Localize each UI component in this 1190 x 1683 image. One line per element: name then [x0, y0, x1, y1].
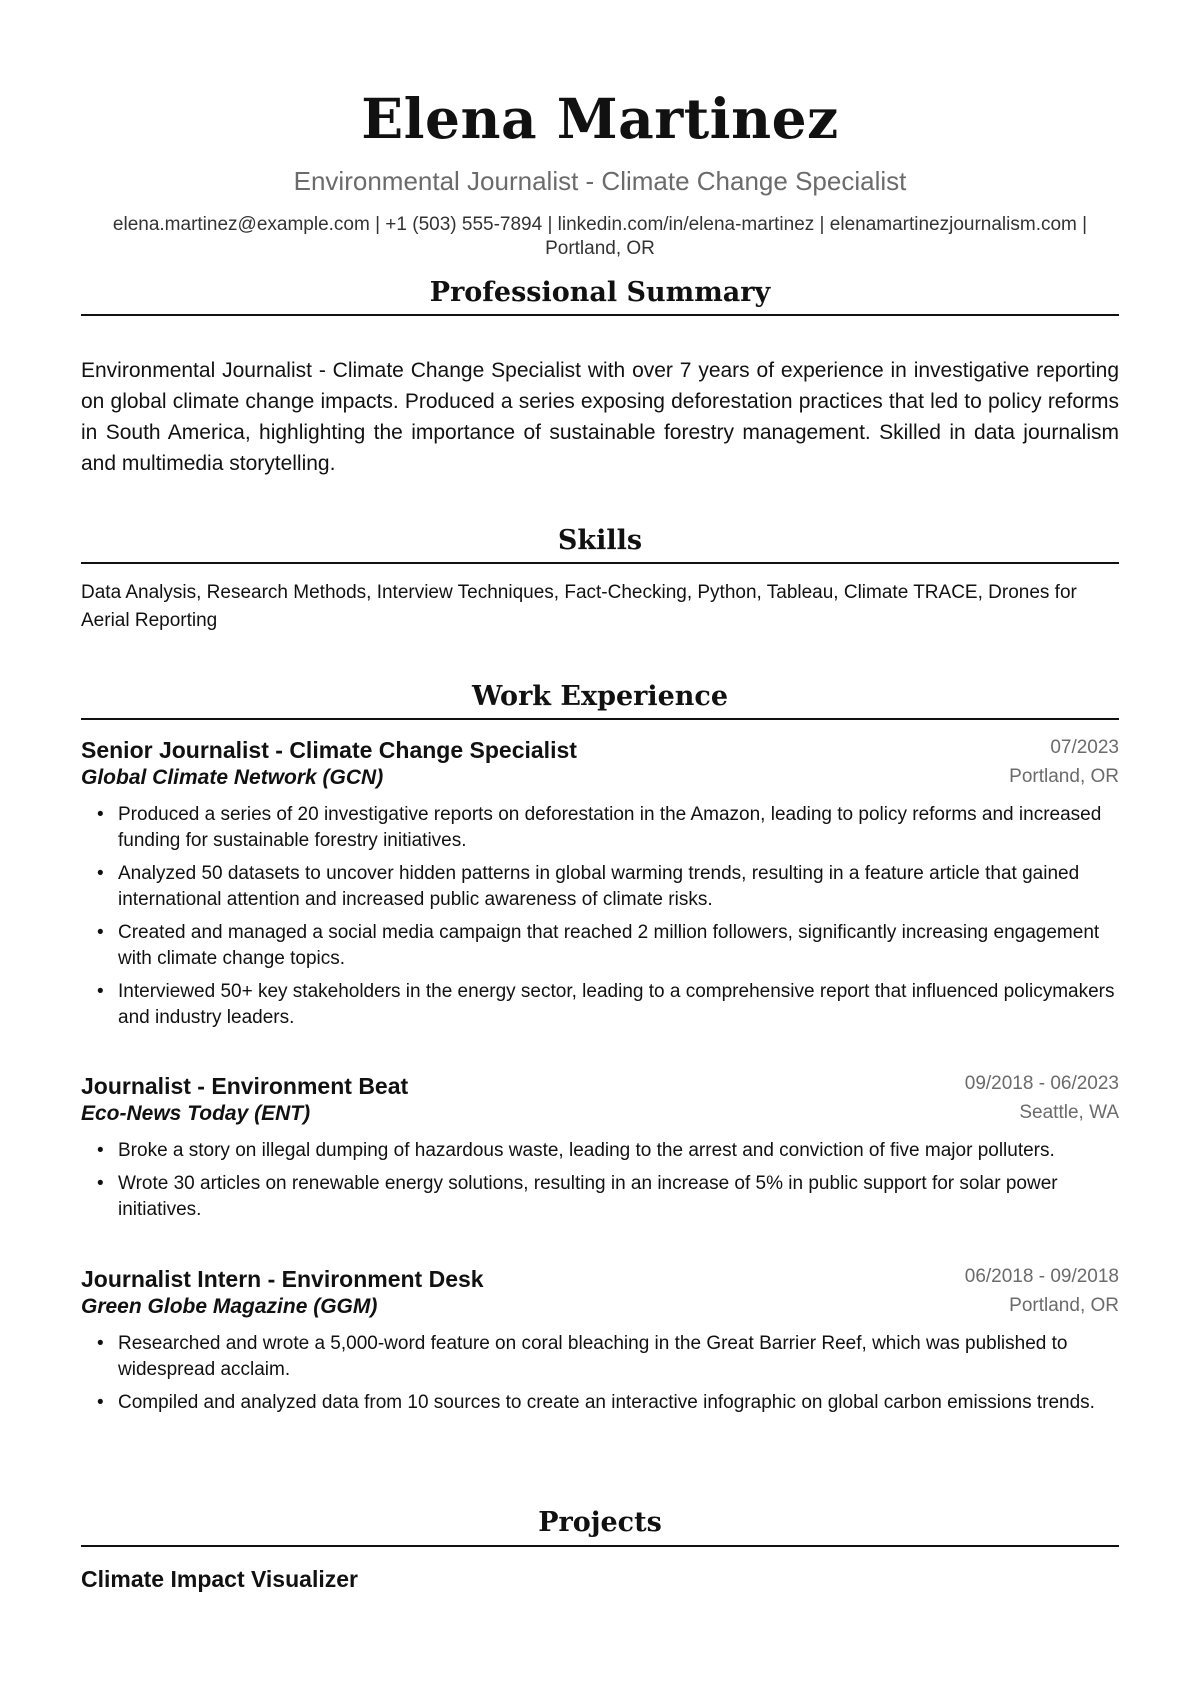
job-title: Journalist Intern - Environment Desk: [81, 1266, 484, 1292]
contact-info: [81, 213, 1119, 261]
job-location: Seattle, WA: [1019, 1102, 1119, 1123]
job-title: Senior Journalist - Climate Change Specialist: [81, 737, 577, 763]
job-bullets: [81, 1138, 1119, 1223]
contact-line-2: Portland, OR: [545, 238, 655, 259]
skills-text: Data Analysis, Research Methods, Interview Techniques, Fact-Checking, Python, Tableau, Climate TRACE, Drones for Aerial Reporting: [81, 582, 1077, 631]
job-company: Eco-News Today (ENT): [81, 1102, 311, 1125]
bullet-dot-icon: •: [97, 863, 104, 884]
job-entry: [81, 1266, 1119, 1423]
job-title: Journalist - Environment Beat: [81, 1073, 409, 1099]
summary-text: Environmental Journalist - Climate Change Specialist with over 7 years of experience in investigative reporting on global climate change impacts. Produced a series exposing deforestation practices that led to policy reforms in South America, highlighting the importance of sustainable forestry management. Skilled in data journalism and multimedia storytelling.: [81, 359, 1119, 475]
bullet-text: Researched and wrote a 5,000-word feature on coral bleaching in the Great Barrier Reef, which was published to widespread acclaim.: [118, 1333, 1068, 1380]
job-bullet: [81, 802, 1119, 854]
job-company: Green Globe Magazine (GGM): [81, 1295, 378, 1318]
candidate-headline: Environmental Journalist - Climate Change Specialist: [293, 166, 907, 196]
job-subheader: [81, 766, 1119, 796]
job-bullet: [81, 1138, 1119, 1164]
section-divider: [81, 718, 1119, 720]
section-title-skills: Skills: [557, 525, 643, 556]
job-date: 07/2023: [1050, 737, 1119, 758]
project-title: Climate Impact Visualizer: [81, 1566, 358, 1592]
section-divider: [81, 562, 1119, 564]
section-title-projects: Projects: [538, 1507, 662, 1538]
job-subheader: [81, 1295, 1119, 1325]
job-entry: [81, 737, 1119, 1038]
job-company: Global Climate Network (GCN): [81, 766, 384, 789]
bullet-text: Analyzed 50 datasets to uncover hidden patterns in global warming trends, resulting in a feature article that gained international attention and increased public awareness of climate risks.: [118, 863, 1080, 910]
bullet-text: Wrote 30 articles on renewable energy solutions, resulting in an increase of 5% in public support for solar power initiatives.: [118, 1173, 1058, 1220]
contact-line-1: elena.martinez@example.com | +1 (503) 555-7894 | linkedin.com/in/elena-martinez | elenamartinezjournalism.com |: [112, 214, 1088, 235]
job-entry: [81, 1073, 1119, 1230]
job-bullet: [81, 1331, 1119, 1383]
job-bullet: [81, 1390, 1119, 1416]
job-bullet: [81, 979, 1119, 1031]
job-bullet: [81, 861, 1119, 913]
bullet-dot-icon: •: [97, 1173, 104, 1194]
job-bullet: [81, 920, 1119, 972]
bullet-dot-icon: •: [97, 1333, 104, 1354]
section-divider: [81, 1545, 1119, 1547]
bullet-text: Broke a story on illegal dumping of hazardous waste, leading to the arrest and conviction of five major polluters.: [118, 1140, 1055, 1161]
bullet-text: Interviewed 50+ key stakeholders in the energy sector, leading to a comprehensive report that influenced policymakers and industry leaders.: [118, 981, 1115, 1028]
section-title-experience: Work Experience: [471, 681, 729, 712]
section-divider: [81, 314, 1119, 316]
job-header: [81, 1073, 1119, 1102]
bullet-dot-icon: •: [97, 1392, 104, 1413]
job-date: 09/2018 - 06/2023: [964, 1073, 1119, 1094]
section-title-summary: Professional Summary: [429, 277, 771, 308]
job-date: 06/2018 - 09/2018: [964, 1266, 1119, 1287]
bullet-dot-icon: •: [97, 804, 104, 825]
job-subheader: [81, 1102, 1119, 1132]
job-bullets: [81, 1331, 1119, 1416]
bullet-dot-icon: •: [97, 922, 104, 943]
job-header: [81, 737, 1119, 766]
bullet-dot-icon: •: [97, 981, 104, 1002]
job-location: Portland, OR: [1009, 1295, 1119, 1316]
job-bullets: [81, 802, 1119, 1031]
job-location: Portland, OR: [1009, 766, 1119, 787]
bullet-text: Created and managed a social media campaign that reached 2 million followers, significantly increasing engagement with climate change topics.: [118, 922, 1100, 969]
job-header: [81, 1266, 1119, 1295]
bullet-text: Compiled and analyzed data from 10 sources to create an interactive infographic on global carbon emissions trends.: [118, 1392, 1095, 1413]
job-bullet: [81, 1171, 1119, 1223]
bullet-dot-icon: •: [97, 1140, 104, 1161]
candidate-name: Elena Martinez: [361, 86, 839, 151]
bullet-text: Produced a series of 20 investigative reports on deforestation in the Amazon, leading to policy reforms and increased funding for sustainable forestry initiatives.: [118, 804, 1102, 851]
